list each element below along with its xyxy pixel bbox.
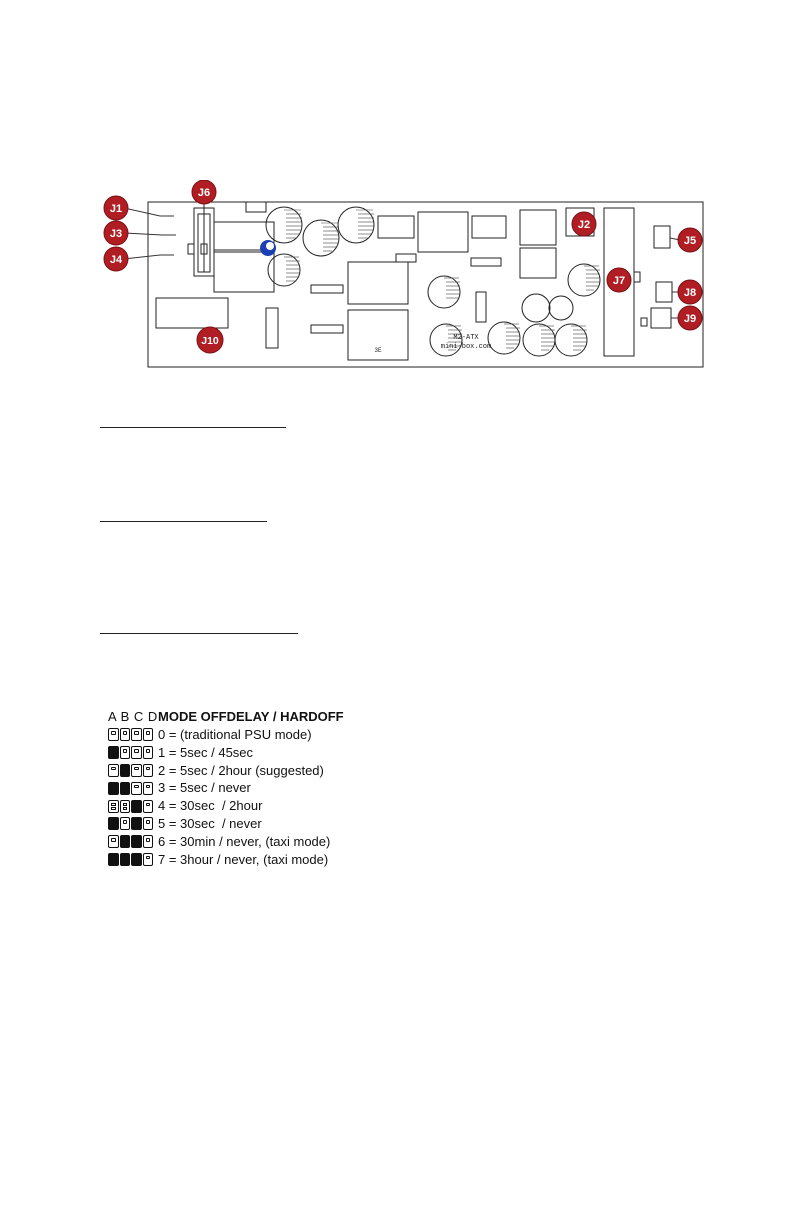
jumper-switch-group [108,764,158,777]
jumper-mode-text: 6 = 30min / never, (taxi mode) [158,833,331,849]
jumper-mode-text: 4 = 30sec / 2hour [158,798,263,814]
jumper-switch-icon [143,764,154,777]
jumper-mode-text: 3 = 5sec / never [158,780,251,796]
jumper-switch-icon [120,764,131,777]
jumper-mode-row [108,779,344,797]
jumper-table-header [108,708,344,726]
jumper-mode-text: 1 = 5sec / 45sec [158,744,254,760]
callout-j10 [197,327,223,353]
svg-text:J1: J1 [109,203,123,215]
svg-text:J7: J7 [612,275,626,287]
jumper-switch-icon [108,764,119,777]
jumper-switch-icon [108,835,119,848]
jumper-mode-text: 7 = 3hour / never, (taxi mode) [158,851,329,867]
jumper-switch-group [108,817,158,830]
pcb-diagram [96,180,706,380]
jumper-table-title: MODE OFFDELAY / HARDOFF [158,709,344,725]
jumper-switch-icon [143,800,154,813]
jumper-switch-icon [120,800,131,813]
jumper-mode-row [108,833,344,851]
jumper-switch-icon [131,853,142,866]
jumper-switch-icon [131,800,142,813]
svg-text:J8: J8 [683,287,697,299]
jumper-switch-icon [143,746,154,759]
jumper-switch-icon [120,728,131,741]
svg-text:J5: J5 [683,235,697,247]
callout-j2 [572,212,596,236]
jumper-mode-row [108,797,344,815]
jumper-switch-icon [108,800,119,813]
jumper-switch-icon [143,782,154,795]
jumper-mode-row [108,726,344,744]
jumper-switch-icon [143,817,154,830]
callout-j6 [192,180,216,204]
jumper-switch-icon [143,835,154,848]
jumper-mode-row [108,762,344,780]
jumper-switch-icon [143,853,154,866]
jumper-switch-icon [108,728,119,741]
jumper-switch-icon [108,853,119,866]
jumper-switch-icon [108,746,119,759]
svg-text:J4: J4 [109,254,123,266]
jumper-mode-text: 2 = 5sec / 2hour (suggested) [158,762,324,778]
jumper-mode-text: 5 = 30sec / never [158,815,262,831]
jumper-switch-icon [120,782,131,795]
section-rule-2 [100,521,267,522]
jumper-mode-text: 0 = (traditional PSU mode) [158,727,312,742]
jumper-switch-icon [120,835,131,848]
jumper-mode-row [108,815,344,833]
jumper-switch-group [108,853,158,866]
jumper-mode-table [108,708,344,868]
jumper-switch-icon [120,746,131,759]
board-site: mini-box.com [440,343,492,351]
jumper-switch-icon [131,835,142,848]
callout-j7 [607,268,631,292]
jumper-switch-icon [143,728,154,741]
jumper-switch-icon [131,746,142,759]
section-rule-1 [100,427,286,428]
jumper-switch-group [108,746,158,759]
jumper-switch-icon [120,853,131,866]
jumper-switch-icon [120,817,131,830]
jumper-letters: A B C D [108,709,158,725]
svg-text:J10: J10 [201,335,219,347]
jumper-switch-group [108,835,158,848]
jumper-switch-group [108,782,158,795]
svg-text:J9: J9 [683,313,697,325]
jumper-switch-group [108,728,158,741]
jumper-switch-icon [131,817,142,830]
svg-text:J3: J3 [109,228,123,240]
inductor-mark: 3E [374,347,382,354]
jumper-switch-icon [108,817,119,830]
jumper-switch-icon [131,782,142,795]
jumper-mode-row [108,851,344,869]
jumper-mode-row [108,744,344,762]
jumper-switch-icon [131,728,142,741]
jumper-switch-group [108,800,158,813]
section-rule-3 [100,633,298,634]
svg-text:J2: J2 [577,219,591,231]
board-model: M2-ATX [453,334,479,342]
jumper-switch-icon [108,782,119,795]
jumper-switch-icon [131,764,142,777]
svg-text:J6: J6 [197,187,211,199]
